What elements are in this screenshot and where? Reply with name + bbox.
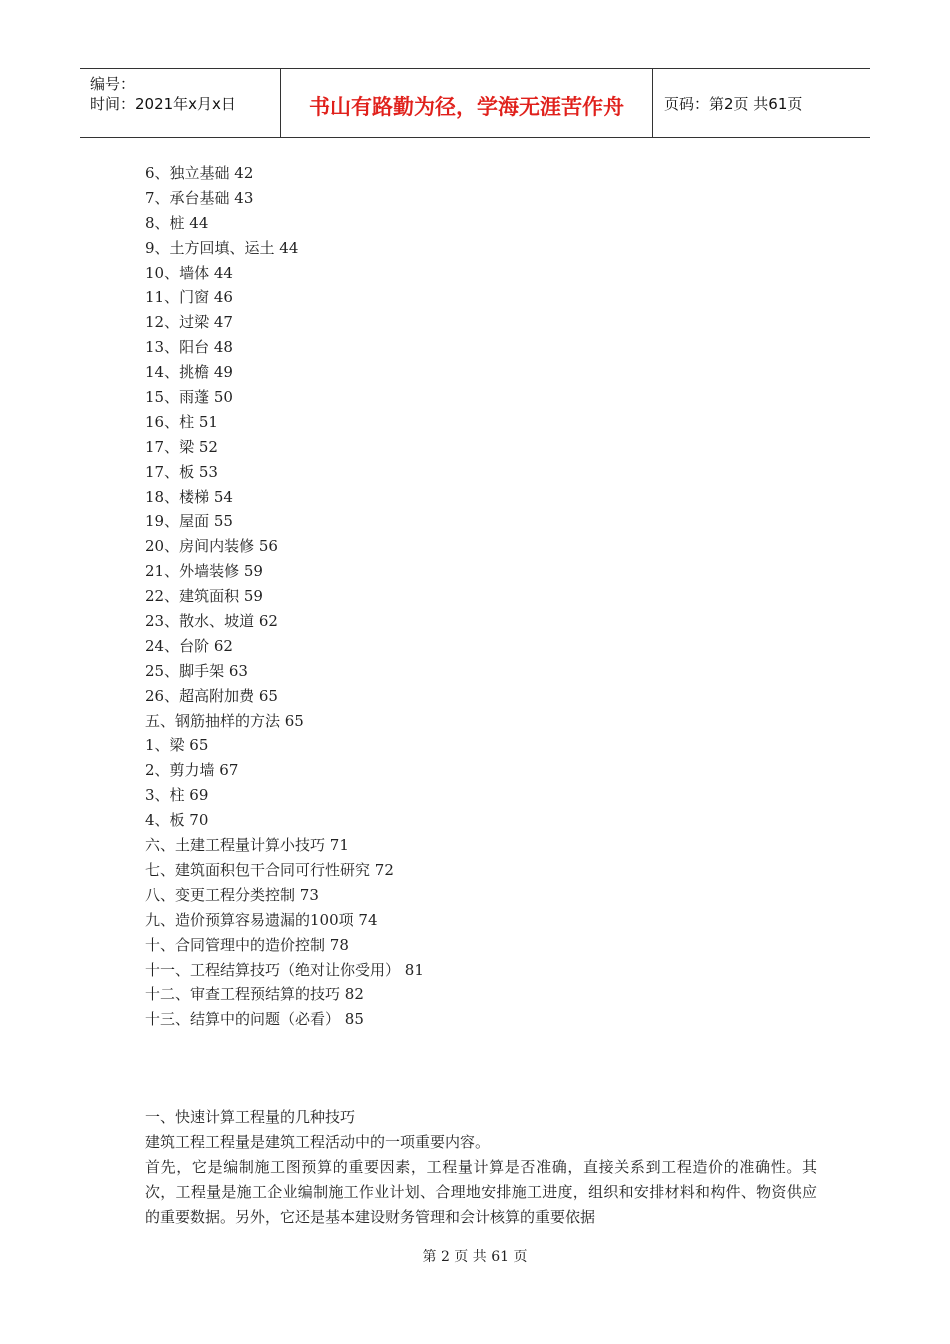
toc-entry: 19、屋面 55 — [145, 512, 233, 531]
toc-entry: 12、过梁 47 — [145, 313, 233, 332]
toc-entry: 9、土方回填、运土 44 — [145, 238, 299, 257]
toc-entry: 8、桩 44 — [145, 213, 209, 232]
toc-entry: 五、钢筋抽样的方法 65 — [145, 711, 304, 730]
page-footer: 第 2 页 共 61 页 — [422, 1249, 528, 1265]
toc-entry: 25、脚手架 63 — [145, 661, 248, 680]
toc-entry: 17、板 53 — [145, 462, 218, 481]
toc-entry: 十三、结算中的问题（必看） 85 — [145, 1010, 364, 1029]
toc-entry: 八、变更工程分类控制 73 — [145, 885, 319, 904]
toc-entry: 4、板 70 — [145, 811, 209, 830]
toc-entry: 十二、审查工程预结算的技巧 82 — [145, 985, 364, 1004]
toc-entry: 1、梁 65 — [145, 736, 209, 755]
toc-entry: 23、散水、坡道 62 — [145, 612, 278, 631]
toc-entry: 3、柱 69 — [145, 786, 209, 805]
toc-entry: 18、楼梯 54 — [145, 487, 233, 506]
document-number-label: 编号： — [90, 75, 136, 93]
header-page-info: 页码：第2页 共61页 — [664, 95, 803, 113]
main-text — [145, 1105, 817, 1230]
table-of-contents — [145, 161, 424, 1032]
toc-entry: 16、柱 51 — [145, 412, 218, 431]
toc-entry: 10、墙体 44 — [145, 263, 233, 282]
header-meta-cell — [80, 69, 281, 137]
toc-entry: 15、雨蓬 50 — [145, 388, 233, 407]
toc-entry: 21、外墙装修 59 — [145, 562, 263, 581]
intro-paragraph: 建筑工程工程量是建筑工程活动中的一项重要内容。 — [145, 1133, 491, 1151]
toc-entry: 7、承台基础 43 — [145, 188, 254, 207]
section-heading: 一、快速计算工程量的几种技巧 — [145, 1108, 356, 1126]
toc-entry: 6、独立基础 42 — [145, 164, 254, 182]
toc-entry: 11、门窗 46 — [145, 288, 233, 307]
page-header — [80, 68, 870, 138]
toc-entry: 十一、工程结算技巧（绝对让你受用） 81 — [145, 960, 424, 979]
toc-entry: 24、台阶 62 — [145, 636, 233, 655]
body-paragraph: 首先，它是编制施工图预算的重要因素，工程量计算是否准确，直接关系到工程造价的准确性。其次，工程量是施工企业编制施工作业计划、合理地安排施工进度，组织和安排材料和构件、物资供应的重要数据。另外，它还是基本建设财务管理和会计核算的重要依据 — [145, 1158, 817, 1226]
header-page-cell — [654, 69, 870, 137]
toc-entry: 26、超高附加费 65 — [145, 686, 278, 705]
toc-entry: 13、阳台 48 — [145, 338, 233, 357]
toc-entry: 20、房间内装修 56 — [145, 537, 278, 556]
toc-entry: 七、建筑面积包干合同可行性研究 72 — [145, 860, 394, 879]
toc-entry: 十、合同管理中的造价控制 78 — [145, 935, 349, 954]
toc-entry: 17、梁 52 — [145, 437, 218, 456]
toc-entry: 14、挑檐 49 — [145, 363, 233, 382]
toc-entry: 六、土建工程量计算小技巧 71 — [145, 836, 349, 855]
toc-entry: 22、建筑面积 59 — [145, 587, 263, 606]
toc-entry: 2、剪力墙 67 — [145, 761, 239, 780]
toc-entry: 九、造价预算容易遗漏的100项 74 — [145, 910, 378, 929]
header-motto: 书山有路勤为径，学海无涯苦作舟 — [281, 69, 653, 137]
document-date: 时间：2021年x月x日 — [90, 95, 236, 113]
